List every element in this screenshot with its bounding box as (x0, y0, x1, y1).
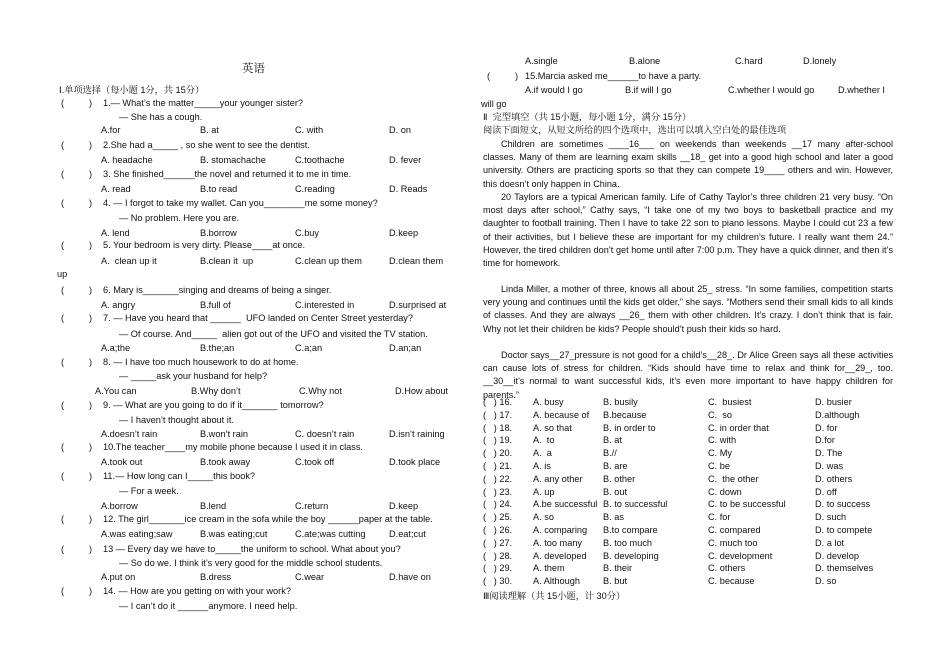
option-choice: C. much too (708, 537, 758, 548)
option-choice: B.dress (200, 572, 232, 582)
option-choice: C.reading (295, 184, 335, 194)
option-choice: D.isn’t raining (389, 429, 445, 439)
question-paren-open: ( (61, 471, 65, 481)
option-choice: D.eat;cut (389, 529, 426, 539)
question-dialog-line: — I can’t do it ______anymore. I need help. (119, 601, 298, 611)
option-choice: A. headache (101, 155, 153, 165)
passage-paragraph: 20 Taylors are a typical American family. Life of Cathy Taylor’s three children 21 very busy. “On most days after school,” Cathy says, “I take one of my two boys to basketball practice and my daughter to football training. Then I have to take 22 son to piano lessons. Maybe I could cut 23 a few of their activities, but I believe these are important for my children’s future. I really want them 24.” However, the tired children don’t get home until after 7:00 p.m. They have a quick dinner, and then it’s time for homework. (483, 192, 893, 269)
question-dialog-line: — For a week. (119, 486, 179, 496)
question-paren-open: ( (61, 240, 65, 250)
cloze-question-number: ( ) 26. (483, 525, 513, 535)
option-choice: B. are (603, 461, 628, 471)
option-choice: A. a (533, 448, 552, 459)
section2-instruction: 阅读下面短文，从短文所给的四个选项中，选出可以填入空白处的最佳选项 (483, 125, 787, 135)
option-choice: B.full of (200, 300, 231, 310)
option-choice: B.alone (629, 56, 661, 66)
option-choice: A. too many (533, 537, 583, 548)
option-choice: D.How about (395, 386, 449, 396)
option-choice: C. compared (708, 525, 761, 535)
cloze-question-number: ( ) 22. (483, 473, 513, 484)
option-choice: A.put on (101, 572, 136, 582)
section3-heading: Ⅲ阅读理解（共 15小题，计 30分） (483, 591, 626, 601)
option-choice: A.was eating;saw (101, 529, 173, 539)
option-choice: A. read (101, 184, 131, 194)
question-paren-open: ( (61, 198, 65, 208)
option-choice: C.hard (735, 56, 763, 66)
option-choice: A. because of (533, 409, 590, 420)
option-choice: D.surprised at (389, 300, 447, 310)
option-choice: D. a lot (815, 537, 845, 548)
question-paren-close: ) (89, 442, 93, 452)
question-paren-open: ( (61, 544, 65, 554)
option-choice: B. as (603, 512, 624, 523)
option-choice: C.toothache (295, 155, 345, 165)
option-choice: C. doesn’t rain (295, 429, 355, 439)
question-stem: 1.— What’s the matter_____your younger sister? (103, 98, 304, 108)
option-choice: B.Why don’t (191, 386, 241, 396)
option-choice: B.// (603, 448, 617, 459)
question-paren-close: ) (515, 71, 519, 81)
option-choice: D. on (389, 125, 411, 135)
option-choice: A. comparing (533, 525, 588, 535)
option-choice: C. busiest (708, 397, 752, 407)
option-choice: B.borrow (200, 228, 237, 238)
cloze-question-number: ( ) 27. (483, 537, 513, 548)
option-choice: C.whether I would go (728, 85, 815, 95)
option-choice: C.ate;was cutting (295, 529, 366, 539)
option-choice: A.doesn’t rain (101, 429, 158, 439)
option-choice: D.for (815, 435, 835, 446)
cloze-question-number: ( ) 24. (483, 499, 513, 510)
option-choice: B.was eating;cut (200, 529, 268, 539)
option-choice: A.a;the (101, 343, 131, 353)
option-choice: D. themselves (815, 563, 874, 574)
option-choice: D.an;an (389, 343, 422, 353)
option-choice: D.although (815, 409, 860, 420)
option-choice: A. developed (533, 550, 587, 561)
option-choice: D. to compete (815, 525, 873, 535)
option-choice: D.clean them (389, 256, 444, 266)
question-stem: 2.She had a_____ , so she went to see the dentist. (103, 140, 310, 150)
question-paren-open: ( (61, 514, 65, 524)
option-choice: A. any other (533, 473, 583, 484)
question-stem: 14. — How are you getting on with your work? (103, 586, 291, 596)
option-choice: D.have on (389, 572, 431, 582)
question-paren-open: ( (61, 140, 65, 150)
cloze-question-number: ( ) 17. (483, 409, 513, 420)
question-paren-open: ( (487, 71, 491, 81)
option-choice: B.clean it up (200, 256, 254, 266)
question-paren-open: ( (61, 169, 65, 179)
question-paren-open: ( (61, 357, 65, 367)
option-choice: C.return (295, 501, 329, 511)
option-choice: D.took place (389, 457, 441, 467)
option-choice: D. fever (389, 155, 422, 165)
question-stem: 11.— How long can I_____this book? (103, 471, 256, 481)
question-paren-close: ) (89, 285, 93, 295)
question-paren-open: ( (61, 285, 65, 295)
option-choice: A.for (101, 125, 121, 135)
option-choice: D. to success (815, 499, 871, 510)
question-stem: 4. — I forgot to take my wallet. Can you________me some money? (103, 198, 378, 208)
option-choice: C. be (708, 461, 730, 471)
option-choice: B. to successful (603, 499, 668, 510)
option-choice: C. for (708, 512, 731, 523)
option-choice: C.interested in (295, 300, 355, 310)
option-choice: A. up (533, 486, 555, 497)
question-paren-close: ) (89, 140, 93, 150)
section2-heading: Ⅱ 完型填空（共 15小题，每小题 1分，满分 15分） (483, 112, 692, 122)
passage-paragraph: Linda Miller, a mother of three, knows all about 25_ stress. “In some families, competition starts very young and continues until the kids get older,” she says. “Mothers send their small kids to all kinds of classes. And they are always __26_ them with other children. It’s crazy. I don’t think that is fair. Why not let their children be kids? People should’t push their kids so hard. (483, 284, 893, 334)
cloze-question-number: ( ) 16. (483, 397, 513, 407)
question-dialog-line: — I haven’t thought about it. (119, 415, 234, 425)
cloze-question-number: ( ) 21. (483, 461, 513, 471)
option-choice: A. clean up it (101, 256, 157, 266)
option-choice: D. was (815, 461, 844, 471)
question-stem: 7. — Have you heard that ______ UFO landed on Center Street yesterday? (103, 313, 414, 323)
option-choice: C. development (708, 550, 773, 561)
option-overflow: will go (481, 99, 507, 109)
option-choice: C.a;an (295, 343, 323, 353)
option-choice: C. to be successful (708, 499, 786, 510)
option-choice: D. others (815, 473, 853, 484)
option-choice: A.took out (101, 457, 143, 467)
option-choice: A. them (533, 563, 565, 574)
option-choice: A. is (533, 461, 551, 471)
option-choice: B. other (603, 473, 636, 484)
option-choice: A. to (533, 435, 555, 446)
option-choice: A. lend (101, 228, 130, 238)
question-dialog-line: — Of course. And_____ alien got out of the UFO and visited the TV station. (119, 329, 428, 339)
option-choice: A. so (533, 512, 554, 523)
option-choice: C. down (708, 486, 742, 497)
question-stem: 3. She finished______the novel and returned it to me in time. (103, 169, 352, 179)
option-choice: C. so (708, 409, 732, 420)
cloze-question-number: ( ) 23. (483, 486, 513, 497)
option-choice: B. but (603, 576, 628, 587)
option-choice: B. in order to (603, 422, 656, 433)
option-choice: A.single (525, 56, 558, 66)
question-stem: 10.The teacher____my mobile phone because I used it in class. (103, 442, 363, 452)
option-choice: B.because (603, 409, 647, 420)
option-choice: C. others (708, 563, 746, 574)
section1-heading: Ⅰ.单项选择（每小题 1分，共 15分） (59, 85, 205, 95)
option-choice: B. developing (603, 550, 659, 561)
cloze-question-number: ( ) 25. (483, 512, 513, 523)
option-choice: C.clean up them (295, 256, 362, 266)
question-stem: 15.Marcia asked me______to have a party. (525, 71, 702, 81)
option-choice: A. so that (533, 422, 572, 433)
option-choice: A. Although (533, 576, 580, 587)
question-paren-close: ) (89, 471, 93, 481)
option-choice: B.lend (200, 501, 227, 511)
option-choice: C.wear (295, 572, 325, 582)
option-choice: B. out (603, 486, 628, 497)
option-choice: B. stomachache (200, 155, 266, 165)
option-choice: A.borrow (101, 501, 138, 511)
option-choice: B.to read (200, 184, 238, 194)
question-paren-open: ( (61, 98, 65, 108)
passage-paragraph: Children are sometimes ____16___ on weekends than weekends __17 many after-school classes. Many of them are learning exam skills __18_ get into a good high school and later a good university. Others are practicing sports so that they can compete 19____ others and win. However, this doesn’t only happen in China. (483, 139, 893, 189)
question-paren-close: ) (89, 313, 93, 323)
cloze-question-number: ( ) 19. (483, 435, 513, 446)
option-choice: A.if would I go (525, 85, 583, 95)
question-paren-close: ) (89, 400, 93, 410)
question-paren-close: ) (89, 198, 93, 208)
option-choice: C. with (708, 435, 737, 446)
question-paren-close: ) (89, 98, 93, 108)
question-paren-close: ) (89, 514, 93, 524)
option-choice: A.be successful (533, 499, 598, 510)
option-choice: D.keep (389, 228, 419, 238)
question-stem: 6. Mary is_______singing and dreams of being a singer. (103, 285, 332, 295)
option-choice: B.if will I go (625, 85, 672, 95)
option-choice: D. off (815, 486, 837, 497)
question-paren-close: ) (89, 240, 93, 250)
option-choice: B.won’t rain (200, 429, 249, 439)
option-choice: B.the;an (200, 343, 235, 353)
question-stem: 5. Your bedroom is very dirty. Please____at once. (103, 240, 306, 250)
question-paren-close: ) (89, 586, 93, 596)
question-dialog-line: — _____ask your husband for help? (119, 371, 268, 381)
question-stem: 8. — I have too much housework to do at home. (103, 357, 299, 367)
option-choice: D. Reads (389, 184, 428, 194)
option-choice: A. busy (533, 397, 564, 407)
option-choice: D. The (815, 448, 843, 459)
option-choice: C. with (295, 125, 324, 135)
question-paren-open: ( (61, 313, 65, 323)
question-paren-open: ( (61, 400, 65, 410)
option-choice: C. the other (708, 473, 759, 484)
question-paren-open: ( (61, 442, 65, 452)
option-choice: D.whether I (838, 85, 885, 95)
option-choice: D.lonely (803, 56, 837, 66)
question-stem: 9. — What are you going to do if it_______ tomorrow? (103, 400, 324, 410)
page-title: 英语 (242, 63, 265, 75)
question-paren-close: ) (89, 169, 93, 179)
question-dialog-line: — So do we. I think it’s very good for the middle school students. (119, 558, 383, 568)
option-choice: A.You can (95, 386, 137, 396)
option-choice: B. at (200, 125, 219, 135)
option-choice: B. their (603, 563, 633, 574)
option-overflow: up (57, 269, 68, 279)
option-choice: B. busily (603, 397, 638, 407)
option-choice: C.took off (295, 457, 335, 467)
option-choice: D. so (815, 576, 837, 587)
passage-paragraph: Doctor says__27_pressure is not good for a child’s__28_. Dr Alice Green says all these activities can cause lots of stress for children. “Kids should have time to relax and think for__29_, too. __30__it’s normal to want successful kids, it’s even more important to have happy children for parents.” (483, 350, 893, 400)
option-choice: B. at (603, 435, 622, 446)
option-choice: B.took away (200, 457, 251, 467)
question-paren-close: ) (89, 357, 93, 367)
option-choice: C. in order that (708, 422, 769, 433)
option-choice: A. angry (101, 300, 136, 310)
option-choice: D.keep (389, 501, 419, 511)
option-choice: D. busier (815, 397, 852, 407)
cloze-question-number: ( ) 29. (483, 563, 513, 574)
cloze-question-number: ( ) 30. (483, 576, 513, 587)
question-dialog-line: — No problem. Here you are. (119, 213, 239, 223)
option-choice: D. such (815, 512, 847, 523)
cloze-question-number: ( ) 20. (483, 448, 513, 459)
question-stem: 12. The girl_______ice cream in the sofa while the boy ______paper at the table. (103, 514, 433, 524)
cloze-question-number: ( ) 28. (483, 550, 513, 561)
option-choice: C.Why not (299, 386, 342, 396)
option-choice: B.to compare (603, 525, 658, 535)
option-choice: C.buy (295, 228, 320, 238)
question-stem: 13 — Every day we have to_____the uniform to school. What about you? (103, 544, 401, 554)
question-paren-close: ) (89, 544, 93, 554)
option-choice: C. My (708, 448, 732, 459)
question-paren-open: ( (61, 586, 65, 596)
question-dialog-line: — She has a cough. (119, 112, 203, 122)
cloze-question-number: ( ) 18. (483, 422, 513, 433)
option-choice: D. develop (815, 550, 859, 561)
option-choice: C. because (708, 576, 755, 587)
option-choice: D. for (815, 422, 838, 433)
option-choice: B. too much (603, 537, 653, 548)
